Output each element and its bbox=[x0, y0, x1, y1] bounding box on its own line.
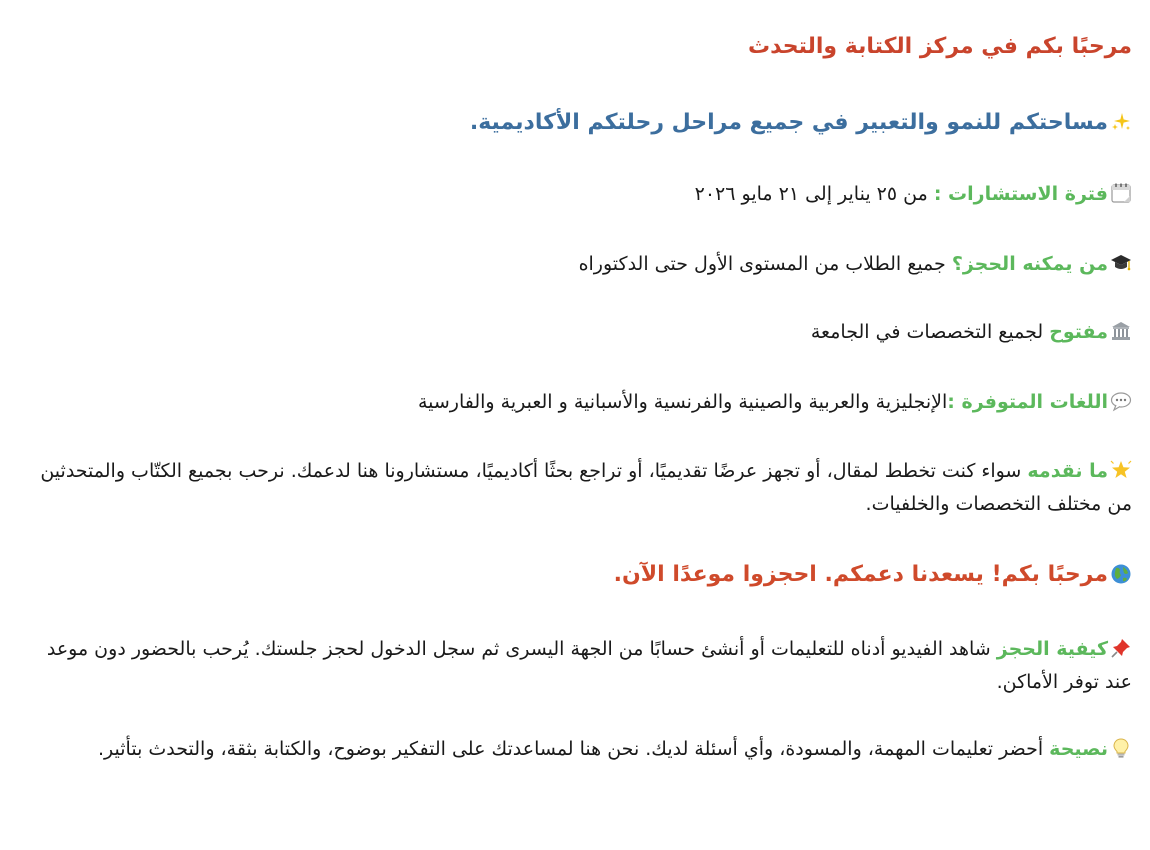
glowing-star-icon bbox=[1110, 459, 1132, 481]
tip bbox=[18, 733, 1132, 766]
welcome-text: مرحبًا بكم! يسعدنا دعمكم. احجزوا موعدًا الآن. bbox=[613, 562, 1108, 587]
offer-label: ما نقدمه bbox=[1027, 460, 1108, 482]
available-languages bbox=[18, 390, 1132, 413]
light-bulb-icon bbox=[1110, 737, 1132, 759]
how-value: شاهد الفيديو أدناه للتعليمات أو أنشئ حسابًا من الجهة اليسرى ثم سجل الدخول لحجز جلستك. يُرحب بالحضور دون موعد عند توفر الأماكن. bbox=[46, 638, 1132, 693]
how-to-book bbox=[18, 633, 1132, 699]
consultation-period bbox=[18, 182, 1132, 205]
speech-balloon-icon bbox=[1110, 390, 1132, 412]
languages-label: اللغات المتوفرة : bbox=[947, 391, 1108, 413]
offer-value: سواء كنت تخطط لمقال، أو تجهز عرضًا تقديميًا، أو تراجع بحثًا أكاديميًا، مستشارونا هنا لدعمك. نرحب بجميع الكتّاب والمتحدثين من مختلف التخصصات والخلفيات. bbox=[40, 460, 1132, 515]
sparkles-icon bbox=[1110, 111, 1132, 133]
languages-value: الإنجليزية والعربية والصينية والفرنسية والأسبانية و العبرية والفارسية bbox=[417, 391, 948, 413]
period-value: من ٢٥ يناير إلى ٢١ مايو ٢٠٢٦ bbox=[694, 183, 934, 205]
who-can-book bbox=[18, 252, 1132, 275]
what-we-offer bbox=[18, 455, 1132, 521]
calendar-icon bbox=[1110, 182, 1132, 204]
who-value: جميع الطلاب من المستوى الأول حتى الدكتوراه bbox=[578, 253, 952, 275]
subtitle-text: مساحتكم للنمو والتعبير في جميع مراحل رحلتكم الأكاديمية. bbox=[469, 110, 1108, 135]
page-title: مرحبًا بكم في مركز الكتابة والتحدث bbox=[747, 34, 1132, 59]
tip-label: نصيحة bbox=[1049, 738, 1108, 760]
classical-building-icon bbox=[1110, 320, 1132, 342]
graduation-cap-icon bbox=[1110, 252, 1132, 274]
welcome-banner bbox=[18, 562, 1132, 587]
who-label: من يمكنه الحجز؟ bbox=[951, 253, 1108, 275]
how-label: كيفية الحجز bbox=[996, 638, 1108, 660]
open-value: لجميع التخصصات في الجامعة bbox=[810, 321, 1050, 343]
tip-value: أحضر تعليمات المهمة، والمسودة، وأي أسئلة لديك. نحن هنا لمساعدتك على التفكير بوضوح، والكتابة بثقة، والتحدث بتأثير. bbox=[98, 738, 1050, 760]
open-label: مفتوح bbox=[1049, 321, 1108, 343]
period-label: فترة الاستشارات : bbox=[933, 183, 1108, 205]
pushpin-icon bbox=[1110, 637, 1132, 659]
open-to-all bbox=[18, 320, 1132, 343]
globe-icon bbox=[1110, 563, 1132, 585]
subtitle bbox=[18, 110, 1132, 135]
